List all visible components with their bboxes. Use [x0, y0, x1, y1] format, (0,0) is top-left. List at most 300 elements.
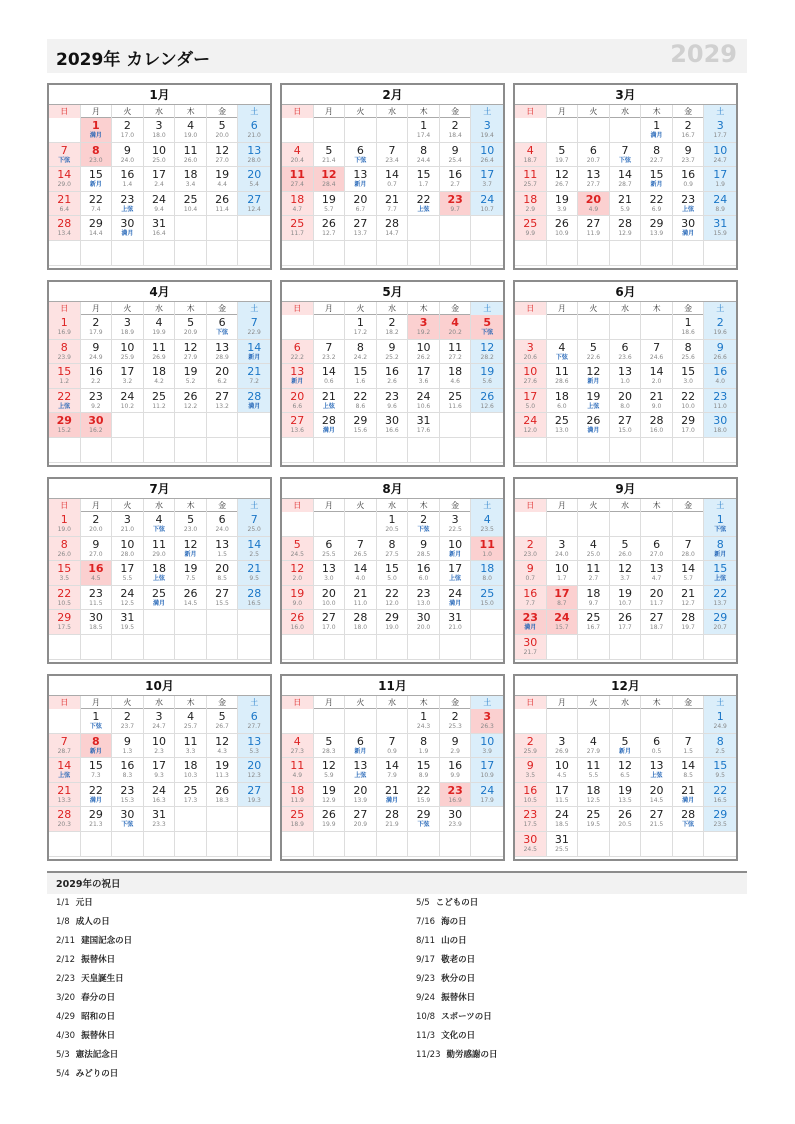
moon-age: 25.0 — [247, 526, 261, 533]
day-number: 10 — [151, 143, 166, 157]
day-cell — [471, 389, 503, 414]
day-number: 24 — [523, 414, 538, 428]
moon-age: 23.2 — [322, 353, 336, 361]
moon-age: 28.5 — [416, 550, 431, 558]
empty-cell — [282, 438, 314, 463]
moon-age: 12.7 — [681, 599, 695, 607]
moon-age: 10.7 — [480, 205, 494, 213]
moon-age: 3.6 — [418, 378, 429, 386]
moon-age: 8.6 — [355, 402, 366, 410]
day-cell — [112, 783, 144, 808]
day-number: 22 — [713, 783, 728, 797]
empty-cell — [314, 241, 346, 266]
day-cell — [345, 389, 377, 414]
empty-cell — [282, 118, 314, 143]
moon-age: 26.0 — [57, 550, 71, 558]
moon-age: 5.9 — [324, 772, 334, 780]
day-cell — [547, 364, 579, 389]
day-number: 15 — [57, 562, 72, 576]
day-number: 24 — [151, 783, 166, 797]
day-number: 15 — [681, 365, 696, 379]
day-number: 15 — [713, 562, 728, 576]
day-cell — [578, 561, 610, 586]
holiday-name: 振替休日 — [81, 1031, 116, 1041]
empty-cell — [175, 832, 207, 857]
day-cell — [610, 167, 642, 192]
moon-age: 26.9 — [152, 353, 166, 361]
day-number: 17 — [554, 586, 570, 600]
empty-cell — [578, 438, 610, 463]
day-cell — [81, 807, 113, 832]
moon-age: 4.9 — [292, 772, 303, 780]
day-cell — [144, 167, 176, 192]
empty-cell — [641, 709, 673, 734]
moon-age: 20.2 — [448, 329, 462, 336]
day-cell — [610, 561, 642, 586]
empty-cell — [207, 438, 239, 463]
day-cell — [547, 561, 579, 586]
empty-cell — [238, 807, 270, 832]
day-cell — [144, 216, 176, 241]
day-number: 26 — [215, 783, 230, 797]
day-number: 20 — [321, 586, 336, 600]
day-number: 16 — [448, 759, 463, 773]
day-cell — [81, 758, 113, 783]
moon-phase-label: 新月 — [89, 747, 102, 755]
day-number: 7 — [621, 143, 629, 157]
empty-cell — [673, 709, 705, 734]
holiday-name: 憲法記念日 — [75, 1050, 119, 1060]
day-cell — [471, 315, 503, 340]
moon-age: 25.0 — [586, 550, 601, 558]
day-cell — [440, 192, 472, 217]
moon-age: 23.4 — [385, 156, 399, 164]
day-number: 27 — [353, 217, 368, 231]
moon-age: 15.0 — [618, 427, 632, 435]
moon-age: 9.2 — [91, 402, 101, 410]
empty-cell — [112, 635, 144, 660]
day-number: 23 — [447, 783, 463, 797]
empty-cell — [282, 315, 314, 340]
weekday-label: 火 — [345, 696, 377, 709]
day-number: 19 — [215, 168, 230, 182]
empty-cell — [175, 241, 207, 266]
moon-age: 12.5 — [120, 599, 135, 607]
day-cell — [314, 143, 346, 168]
day-cell — [578, 413, 610, 438]
empty-cell — [515, 438, 547, 463]
day-number: 6 — [589, 143, 597, 157]
empty-cell — [578, 118, 610, 143]
day-cell — [207, 586, 239, 611]
weekday-label: 金 — [440, 499, 472, 512]
day-number: 13 — [353, 168, 368, 182]
moon-age: 9.0 — [292, 599, 303, 607]
day-number: 30 — [713, 414, 728, 428]
empty-cell — [144, 635, 176, 660]
day-cell — [408, 561, 440, 586]
day-number: 4 — [293, 734, 301, 748]
day-number: 14 — [681, 562, 696, 576]
weekday-header — [515, 696, 736, 709]
moon-age: 14.5 — [649, 796, 664, 804]
moon-age: 26.0 — [183, 156, 198, 164]
weekday-label: 金 — [207, 499, 239, 512]
empty-cell — [377, 438, 409, 463]
moon-age: 7.3 — [91, 772, 101, 780]
day-cell — [49, 216, 81, 241]
moon-age: 24.2 — [353, 353, 368, 361]
moon-age: 22.2 — [290, 353, 304, 361]
day-cell — [704, 734, 736, 759]
day-cell — [377, 167, 409, 192]
moon-age: 24.0 — [120, 156, 135, 164]
day-cell — [49, 340, 81, 365]
day-cell — [673, 537, 705, 562]
day-number: 2 — [388, 316, 396, 329]
holiday-date: 7/16 — [416, 917, 436, 927]
day-number: 8 — [684, 340, 692, 354]
day-number: 23 — [384, 389, 399, 403]
day-number: 18 — [480, 562, 495, 576]
day-cell — [49, 807, 81, 832]
holiday-date: 1/8 — [56, 917, 70, 927]
holiday-date: 2/12 — [56, 955, 76, 965]
weekday-label: 水 — [377, 696, 409, 709]
day-number: 12 — [586, 365, 601, 379]
day-cell — [704, 537, 736, 562]
day-number: 22 — [57, 586, 72, 600]
day-number: 2 — [451, 119, 459, 132]
moon-age: 0.9 — [387, 747, 397, 755]
day-number: 17 — [713, 168, 728, 182]
holiday-date: 1/1 — [56, 898, 70, 908]
weekday-label: 土 — [238, 499, 270, 512]
day-cell — [673, 167, 705, 192]
moon-age: 25.3 — [448, 723, 462, 730]
empty-cell — [578, 635, 610, 660]
moon-age: 23.5 — [713, 821, 727, 829]
moon-age: 6.6 — [292, 402, 303, 410]
day-number: 10 — [480, 143, 495, 157]
day-cell — [377, 512, 409, 537]
day-number: 4 — [483, 513, 491, 526]
moon-age: 26.0 — [618, 550, 632, 558]
day-cell — [673, 734, 705, 759]
moon-phase-label: 満月 — [152, 599, 165, 607]
empty-cell — [345, 512, 377, 537]
moon-age: 3.2 — [122, 378, 133, 386]
day-cell — [207, 561, 239, 586]
moon-age: 2.5 — [715, 747, 725, 755]
day-cell — [144, 389, 176, 414]
day-number: 20 — [290, 389, 305, 403]
moon-phase-label: 下弦 — [555, 353, 568, 361]
weekday-label: 土 — [471, 302, 503, 315]
day-cell — [345, 216, 377, 241]
empty-cell — [207, 216, 239, 241]
day-number: 30 — [523, 635, 538, 649]
day-cell — [547, 192, 579, 217]
day-number: 2 — [526, 537, 534, 551]
day-number: 10 — [416, 340, 431, 354]
day-cell — [578, 783, 610, 808]
day-number: 1 — [684, 316, 692, 329]
moon-age: 9.0 — [651, 402, 662, 410]
moon-age: 16.6 — [385, 427, 399, 435]
moon-age: 1.5 — [217, 550, 227, 558]
day-number: 7 — [60, 143, 68, 157]
day-number: 8 — [420, 734, 428, 748]
day-cell — [641, 118, 673, 143]
holiday-name: 成人の日 — [75, 917, 110, 927]
moon-age: 5.0 — [525, 402, 536, 410]
moon-age: 19.0 — [57, 526, 71, 533]
day-number: 7 — [388, 734, 396, 748]
day-cell — [547, 832, 579, 857]
day-cell — [112, 340, 144, 365]
day-cell — [175, 364, 207, 389]
empty-cell — [377, 832, 409, 857]
day-cell — [547, 143, 579, 168]
moon-age: 25.7 — [183, 723, 198, 730]
day-cell — [345, 807, 377, 832]
empty-cell — [673, 438, 705, 463]
moon-age: 10.3 — [183, 772, 198, 780]
day-number: 25 — [586, 611, 601, 625]
day-number: 4 — [451, 316, 459, 329]
day-cell — [112, 216, 144, 241]
day-cell — [673, 364, 705, 389]
empty-cell — [175, 610, 207, 635]
moon-age: 24.9 — [89, 353, 103, 361]
day-cell — [49, 610, 81, 635]
day-cell — [704, 586, 736, 611]
empty-cell — [345, 241, 377, 266]
empty-cell — [314, 118, 346, 143]
moon-age: 1.7 — [557, 575, 567, 583]
day-number: 22 — [649, 192, 664, 206]
holiday-name: 昭和の日 — [81, 1012, 116, 1022]
moon-age: 19.2 — [416, 329, 431, 336]
day-number: 18 — [151, 365, 166, 379]
moon-age: 18.5 — [555, 821, 569, 829]
weekday-label: 木 — [175, 499, 207, 512]
moon-age: 4.0 — [715, 378, 725, 386]
day-number: 29 — [649, 217, 664, 231]
day-cell — [673, 783, 705, 808]
day-number: 6 — [218, 513, 226, 526]
moon-age: 6.2 — [217, 378, 227, 386]
moon-age: 18.4 — [448, 132, 462, 139]
moon-age: 11.5 — [89, 599, 103, 607]
day-number: 24 — [554, 611, 570, 625]
weekday-label: 火 — [112, 696, 144, 709]
day-number: 21 — [321, 389, 336, 403]
holiday-item — [56, 1046, 132, 1065]
day-cell — [112, 537, 144, 562]
moon-age: 17.0 — [120, 132, 135, 139]
empty-cell — [345, 832, 377, 857]
moon-age: 22.6 — [586, 353, 601, 361]
weekday-label: 土 — [238, 302, 270, 315]
holiday-name: みどりの日 — [75, 1069, 119, 1079]
weekday-label: 日 — [282, 105, 314, 118]
moon-age: 2.7 — [450, 181, 460, 189]
moon-age: 21.0 — [448, 624, 462, 632]
day-number: 26 — [617, 611, 632, 625]
day-number: 16 — [681, 168, 696, 182]
day-cell — [704, 364, 736, 389]
weekday-label: 金 — [440, 302, 472, 315]
day-number: 16 — [523, 783, 538, 797]
day-cell — [578, 586, 610, 611]
day-number: 8 — [356, 340, 364, 354]
day-number: 16 — [120, 759, 135, 773]
moon-age: 26.5 — [353, 550, 368, 558]
empty-cell — [207, 413, 239, 438]
moon-age: 12.0 — [523, 427, 537, 435]
day-cell — [345, 610, 377, 635]
day-number: 21 — [384, 192, 399, 206]
moon-age: 12.2 — [183, 402, 198, 410]
day-cell — [238, 758, 270, 783]
day-cell — [314, 783, 346, 808]
day-cell — [440, 709, 472, 734]
day-number: 20 — [215, 365, 230, 379]
day-cell — [238, 512, 270, 537]
holiday-item — [416, 951, 498, 970]
moon-age: 24.3 — [416, 723, 431, 730]
day-number: 15 — [353, 365, 368, 379]
day-number: 7 — [653, 340, 661, 354]
day-grid — [515, 512, 736, 660]
empty-cell — [641, 241, 673, 266]
empty-cell — [314, 832, 346, 857]
moon-age: 17.4 — [416, 132, 431, 139]
day-number: 26 — [554, 217, 569, 231]
empty-cell — [345, 709, 377, 734]
month-calendar — [280, 83, 505, 270]
day-cell — [440, 167, 472, 192]
day-cell — [238, 586, 270, 611]
weekday-label: 月 — [547, 696, 579, 709]
moon-age: 9.5 — [249, 575, 259, 583]
day-number: 9 — [526, 759, 534, 773]
day-number: 10 — [120, 340, 135, 354]
day-cell — [673, 413, 705, 438]
day-number: 8 — [716, 734, 724, 748]
moon-age: 19.9 — [322, 821, 336, 829]
day-number: 22 — [57, 389, 72, 403]
moon-age: 2.5 — [249, 550, 259, 558]
day-number: 15 — [57, 365, 72, 379]
weekday-label: 火 — [578, 696, 610, 709]
day-cell — [515, 586, 547, 611]
day-cell — [81, 118, 113, 143]
moon-age: 3.9 — [482, 747, 492, 755]
moon-age: 11.9 — [586, 230, 601, 238]
holiday-name: 天皇誕生日 — [81, 974, 124, 984]
day-number: 8 — [653, 143, 661, 157]
day-cell — [112, 512, 144, 537]
day-number: 6 — [250, 710, 258, 723]
empty-cell — [238, 832, 270, 857]
day-number: 1 — [60, 513, 68, 526]
moon-age: 3.7 — [482, 181, 492, 189]
moon-age: 19.7 — [681, 624, 695, 632]
holiday-item — [416, 970, 498, 989]
day-cell — [345, 315, 377, 340]
day-cell — [207, 167, 239, 192]
day-cell — [282, 413, 314, 438]
month-title: 6月 — [515, 282, 736, 302]
day-number: 1 — [92, 119, 100, 132]
weekday-label: 水 — [377, 302, 409, 315]
day-number: 29 — [57, 611, 72, 625]
moon-age: 2.0 — [292, 575, 303, 583]
day-number: 21 — [617, 192, 632, 206]
holiday-name: 元日 — [75, 898, 93, 908]
day-cell — [175, 143, 207, 168]
day-number: 13 — [353, 759, 368, 773]
day-cell — [641, 758, 673, 783]
day-number: 21 — [681, 586, 696, 600]
day-cell — [207, 315, 239, 340]
holiday-date: 10/8 — [416, 1012, 436, 1022]
day-number: 17 — [448, 562, 463, 576]
day-number: 19 — [586, 389, 601, 403]
day-cell — [471, 340, 503, 365]
moon-age: 13.2 — [215, 402, 229, 410]
weekday-label: 木 — [408, 499, 440, 512]
moon-age: 1.3 — [122, 747, 133, 755]
day-grid — [515, 315, 736, 463]
empty-cell — [440, 832, 472, 857]
day-number: 17 — [120, 365, 135, 379]
weekday-label: 月 — [547, 302, 579, 315]
empty-cell — [238, 635, 270, 660]
day-cell — [440, 118, 472, 143]
empty-cell — [144, 241, 176, 266]
empty-cell — [408, 832, 440, 857]
day-number: 20 — [649, 783, 664, 797]
day-cell — [515, 340, 547, 365]
day-cell — [238, 118, 270, 143]
empty-cell — [377, 118, 409, 143]
day-number: 11 — [151, 537, 166, 551]
empty-cell — [314, 635, 346, 660]
moon-age: 23.0 — [89, 156, 103, 164]
moon-age: 27.0 — [649, 550, 664, 558]
moon-age: 4.5 — [557, 772, 567, 780]
moon-age: 18.2 — [385, 329, 399, 336]
moon-age: 16.5 — [713, 796, 727, 804]
day-number: 3 — [155, 119, 163, 132]
moon-age: 11.5 — [555, 796, 569, 804]
day-number: 31 — [713, 217, 728, 231]
moon-age: 8.3 — [122, 772, 133, 780]
moon-age: 15.6 — [353, 427, 368, 435]
day-cell — [49, 537, 81, 562]
moon-age: 27.9 — [183, 353, 198, 361]
day-cell — [515, 192, 547, 217]
day-cell — [673, 758, 705, 783]
day-number: 9 — [388, 340, 396, 354]
moon-age: 21.9 — [385, 821, 399, 829]
moon-age: 27.7 — [247, 723, 261, 730]
holiday-name: 春分の日 — [81, 993, 116, 1003]
